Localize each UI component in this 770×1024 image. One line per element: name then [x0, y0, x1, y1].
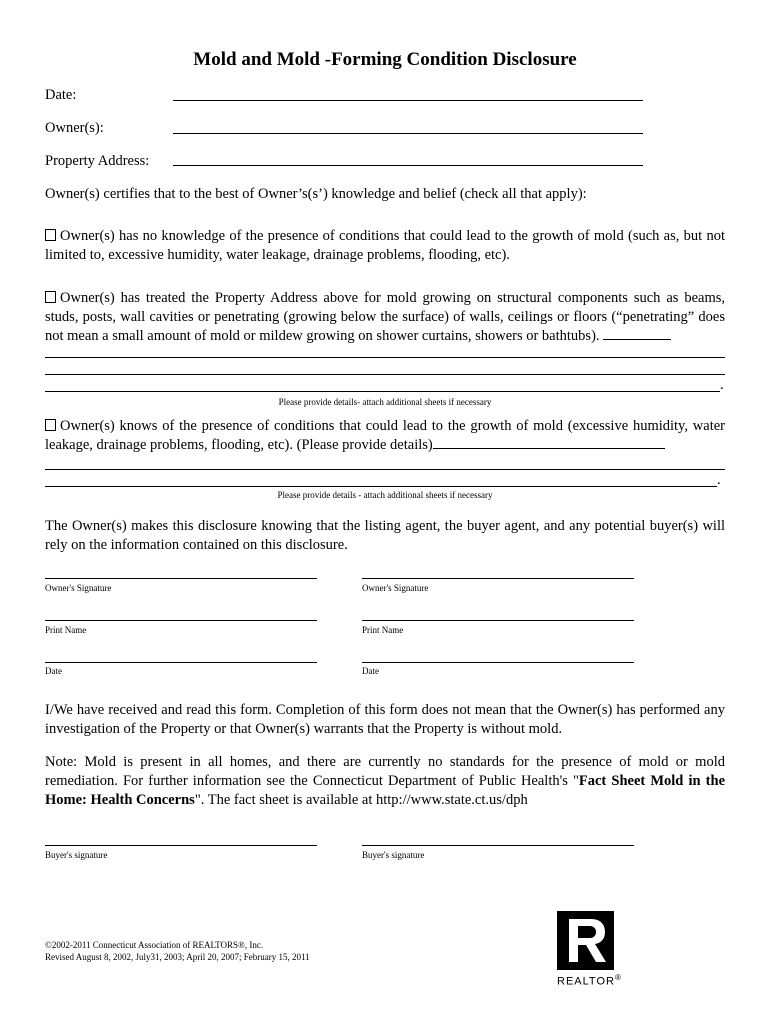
- buyer-signature-label-1: Buyer's signature: [45, 850, 108, 860]
- mold-note: [45, 753, 725, 810]
- realtor-logo-icon: [557, 911, 614, 970]
- form-title: Mold and Mold -Forming Condition Disclosure: [193, 49, 577, 70]
- treated-details-field[interactable]: [603, 339, 671, 340]
- option-no-knowledge: [45, 227, 725, 265]
- option-knows-conditions: [45, 417, 725, 455]
- print-name-line-1[interactable]: [45, 620, 317, 621]
- details-note: Please provide details - attach additional sheets if necessary: [277, 490, 493, 500]
- owner-signature-line-2[interactable]: [362, 578, 634, 579]
- treated-details-line-2[interactable]: [45, 374, 725, 375]
- buyer-signature-line-1[interactable]: [45, 845, 317, 846]
- treated-details-line-3[interactable]: [45, 391, 720, 392]
- print-name-label-2: Print Name: [362, 625, 404, 635]
- copyright-notice: ©2002-2011 Connecticut Association of REALTORS®, Inc.: [45, 940, 264, 950]
- realtor-r-icon: [557, 911, 614, 970]
- owners-field[interactable]: [173, 133, 643, 134]
- date-line-1[interactable]: [45, 662, 317, 663]
- owner-signature-line-1[interactable]: [45, 578, 317, 579]
- property-address-label: Property Address:: [45, 153, 150, 169]
- owners-label: Owner(s):: [45, 120, 104, 136]
- property-address-field[interactable]: [173, 165, 643, 166]
- option-no-knowledge-text: Owner(s) has no knowledge of the presence of conditions that could lead to the growth of mold (such as, but not limited to, excessive humidity, water leakage, drainage problems, flooding, etc).: [45, 228, 725, 263]
- realtor-wordmark-text: REALTOR: [557, 975, 615, 988]
- certify-statement: Owner(s) certifies that to the best of Owner’s(s’) knowledge and belief (check all that apply):: [45, 186, 587, 202]
- registered-mark: ®: [614, 973, 622, 982]
- knows-details-line-2[interactable]: [45, 486, 717, 487]
- date-line-2[interactable]: [362, 662, 634, 663]
- mold-note-lead: Note: Mold is present in all homes, and there are currently no standards for the presence of mold or mold remediation. For further information see the Connecticut Department of Public Health's ": [45, 754, 725, 789]
- option-treated: [45, 289, 725, 346]
- option-treated-text: Owner(s) has treated the Property Address above for mold growing on structural components such as beams, studs, posts, wall cavities or penetrating (growing below the surface) of walls, ceilings or floors (“penetrating” does not mean a small amount of mold or mildew growing on shower curtains, showers or bathtubs).: [45, 290, 725, 344]
- date-label: Date:: [45, 87, 77, 103]
- date-label-2: Date: [362, 666, 379, 676]
- revision-history: Revised August 8, 2002, July31, 2003; April 20, 2007; February 15, 2011: [45, 952, 310, 962]
- details-note: Please provide details- attach additional sheets if necessary: [278, 397, 492, 407]
- owner-signature-label-2: Owner's Signature: [362, 583, 429, 593]
- received-statement: I/We have received and read this form. Completion of this form does not mean that the Owner(s) has performed any investigation of the Property or that Owner(s) warrants that the Property is without mold.: [45, 702, 725, 737]
- option-knows-conditions-text: Owner(s) knows of the presence of conditions that could lead to the growth of mold (excessive humidity, water leakage, drainage problems, flooding, etc). (Please provide details): [45, 418, 725, 453]
- checkbox-no-knowledge[interactable]: [45, 229, 56, 241]
- knows-details-field[interactable]: [433, 448, 665, 449]
- buyer-signature-line-2[interactable]: [362, 845, 634, 846]
- fact-sheet-title: Fact Sheet Mold in the Home: Health Concerns: [45, 773, 725, 808]
- period-mark: .: [720, 377, 724, 393]
- mold-note-tail: ". The fact sheet is available at http://www.state.ct.us/dph: [194, 792, 528, 808]
- knows-details-line-1[interactable]: [45, 469, 725, 470]
- owner-signature-label-1: Owner's Signature: [45, 583, 112, 593]
- period-mark: .: [717, 472, 721, 488]
- date-field[interactable]: [173, 100, 643, 101]
- date-label-1: Date: [45, 666, 62, 676]
- buyer-signature-label-2: Buyer's signature: [362, 850, 425, 860]
- print-name-label-1: Print Name: [45, 625, 87, 635]
- realtor-wordmark: [557, 973, 622, 988]
- print-name-line-2[interactable]: [362, 620, 634, 621]
- checkbox-knows-conditions[interactable]: [45, 419, 56, 431]
- treated-details-line-1[interactable]: [45, 357, 725, 358]
- checkbox-treated[interactable]: [45, 291, 56, 303]
- disclosure-statement: The Owner(s) makes this disclosure knowing that the listing agent, the buyer agent, and any potential buyer(s) will rely on the information contained on this disclosure.: [45, 518, 725, 553]
